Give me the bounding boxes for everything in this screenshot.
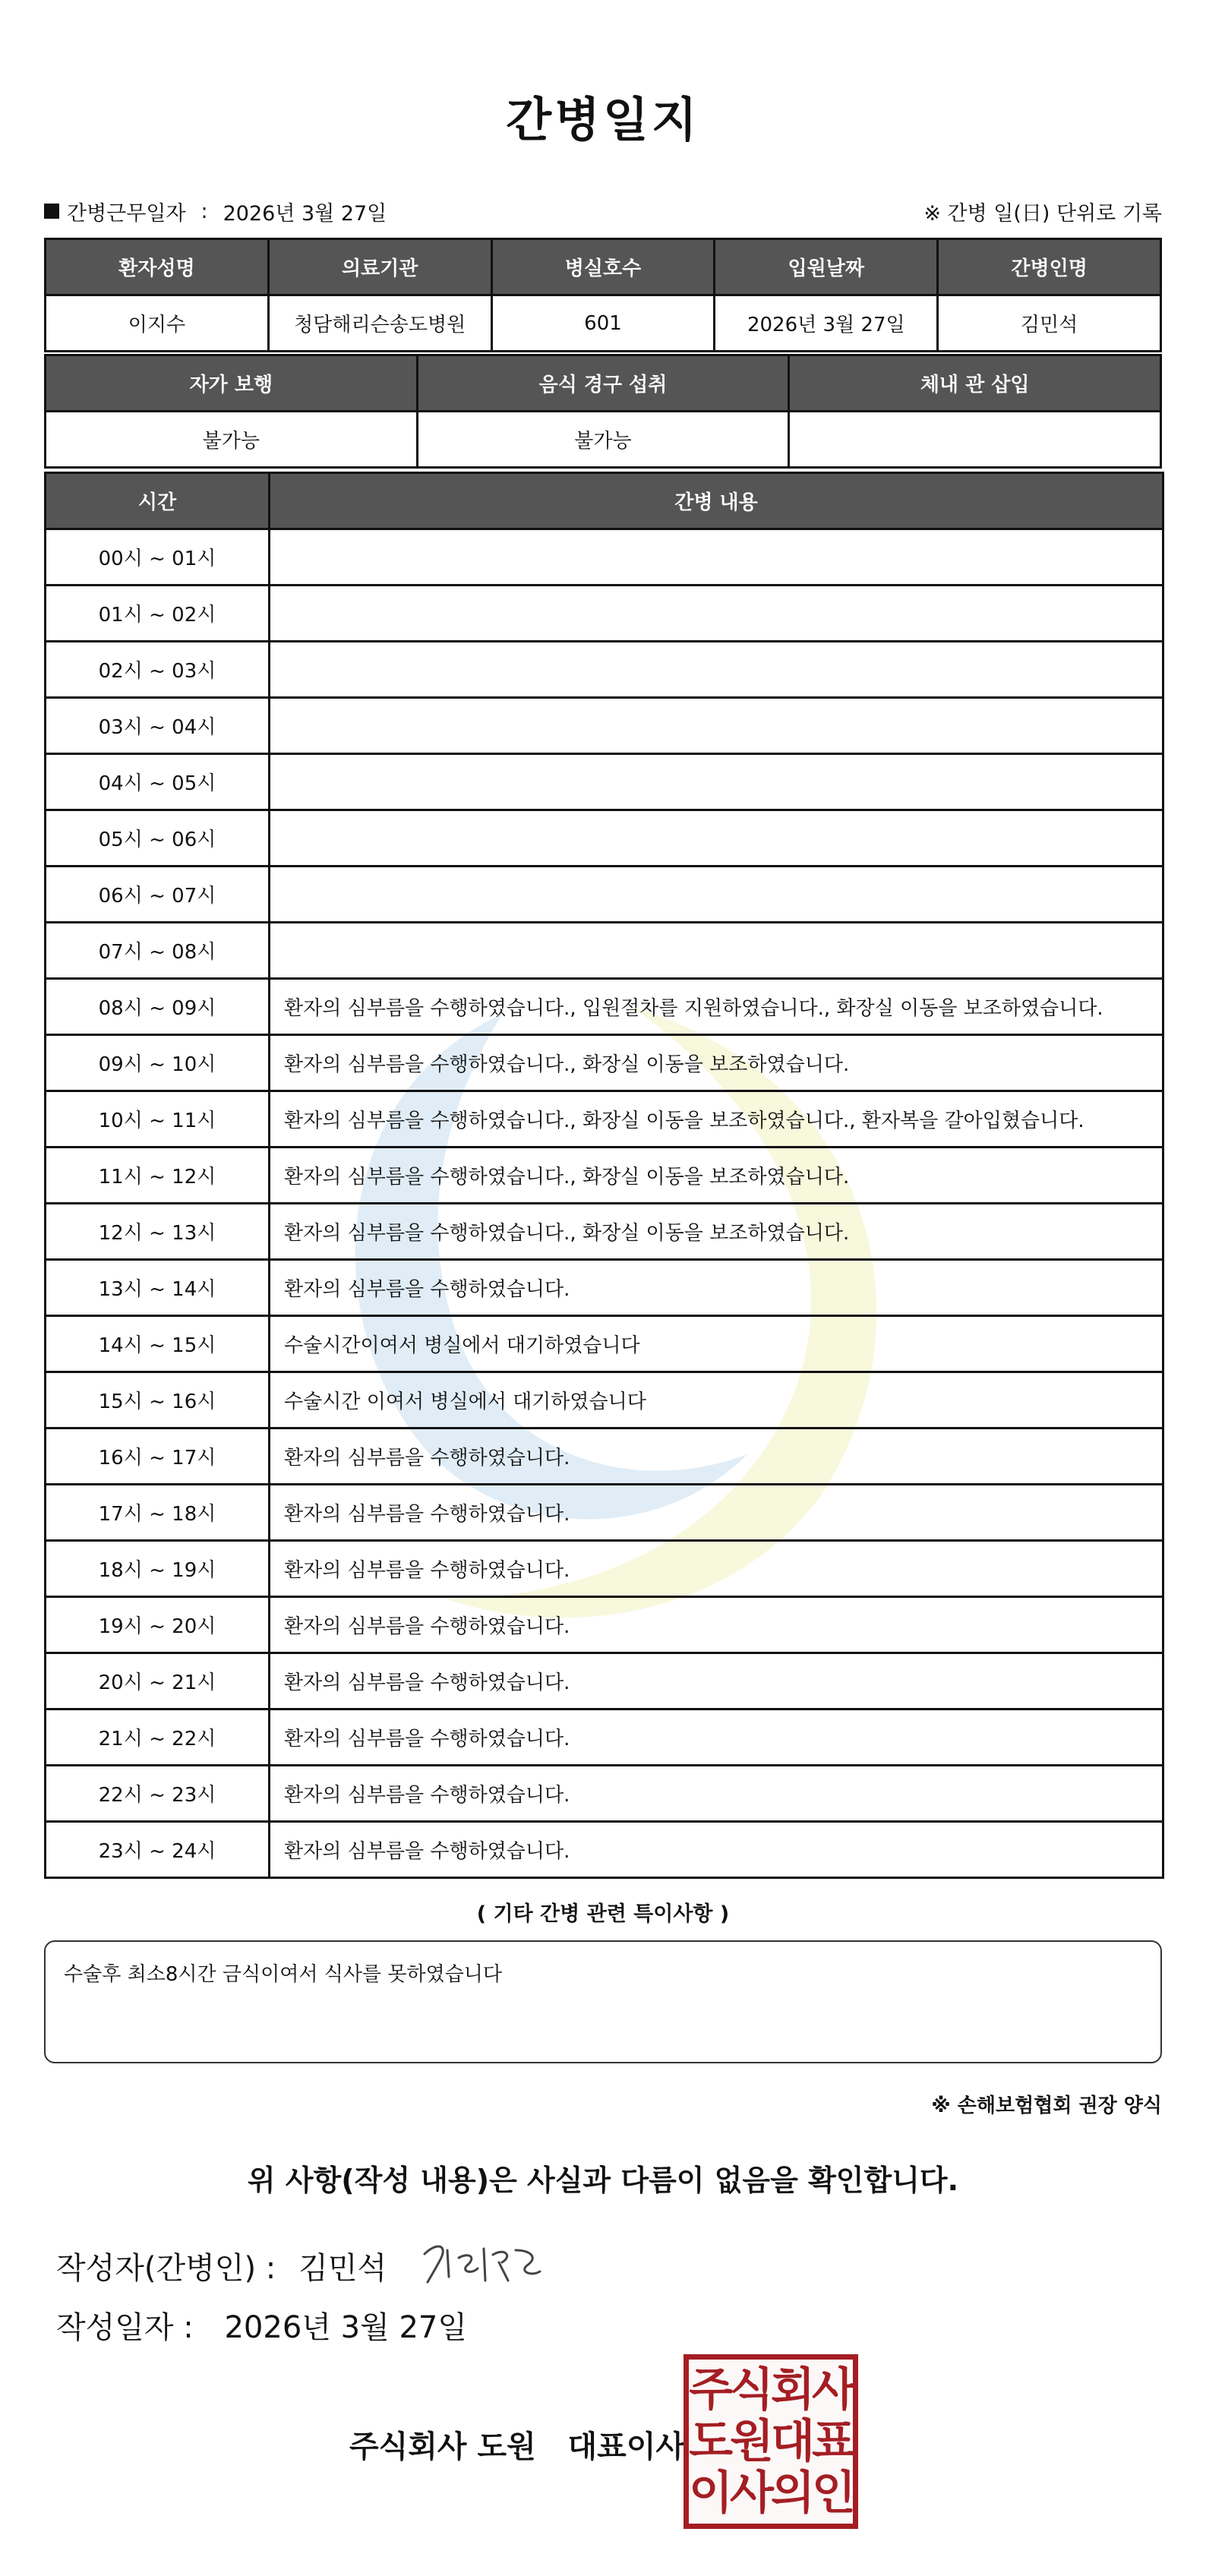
care-log-time: 14시 ~ 15시 — [46, 1316, 270, 1372]
care-log-row — [46, 1260, 1163, 1316]
patient-status-table — [44, 354, 1162, 469]
seal-line: 이사의인 — [689, 2467, 853, 2520]
care-log-content: 환자의 심부름을 수행하였습니다., 화장실 이동을 보조하였습니다. — [270, 1148, 1163, 1204]
meta-row — [44, 196, 1162, 226]
care-log-body — [46, 529, 1163, 1878]
patient-info-value-row — [46, 295, 1161, 352]
patient-info-table — [44, 238, 1162, 352]
care-log-time: 09시 ~ 10시 — [46, 1035, 270, 1091]
care-log-time: 01시 ~ 02시 — [46, 586, 270, 642]
care-log-content: 수술시간 이여서 병실에서 대기하였습니다 — [270, 1372, 1163, 1428]
square-bullet-icon — [44, 204, 59, 219]
care-log-row — [46, 1822, 1163, 1878]
work-date — [44, 197, 387, 226]
recommended-form-note: ※ 손해보험협회 권장 양식 — [931, 2095, 1162, 2117]
care-log-time: 23시 ~ 24시 — [46, 1822, 270, 1878]
care-log-content: 환자의 심부름을 수행하였습니다., 화장실 이동을 보조하였습니다., 환자복을 갈아입혔습니다. — [270, 1091, 1163, 1148]
care-log-time: 16시 ~ 17시 — [46, 1428, 270, 1485]
care-log-row — [46, 754, 1163, 810]
care-log-table — [44, 472, 1164, 1879]
care-log-row — [46, 1766, 1163, 1822]
patient-status-header-row — [46, 355, 1161, 412]
care-log-time: 19시 ~ 20시 — [46, 1597, 270, 1653]
care-log-content — [270, 810, 1163, 867]
header-self-walking: 자가 보행 — [46, 355, 418, 412]
care-log-content — [270, 754, 1163, 810]
care-log-time: 21시 ~ 22시 — [46, 1709, 270, 1766]
care-log-time: 02시 ~ 03시 — [46, 642, 270, 698]
care-log-row — [46, 1541, 1163, 1597]
work-date-separator: : — [200, 199, 208, 223]
header-care-content: 간병 내용 — [270, 473, 1163, 529]
care-log-time: 17시 ~ 18시 — [46, 1485, 270, 1541]
care-log-content: 환자의 심부름을 수행하였습니다. — [270, 1822, 1163, 1878]
care-log-row — [46, 642, 1163, 698]
header-caregiver-name: 간병인명 — [938, 239, 1161, 295]
care-log-time: 04시 ~ 05시 — [46, 754, 270, 810]
work-date-label: 간병근무일자 — [67, 201, 186, 226]
special-notes-title: ( 기타 간병 관련 특이사항 ) — [476, 1902, 730, 1926]
care-log-content: 환자의 심부름을 수행하였습니다. — [270, 1428, 1163, 1485]
care-log-row — [46, 1372, 1163, 1428]
care-log-time: 22시 ~ 23시 — [46, 1766, 270, 1822]
care-log-time: 03시 ~ 04시 — [46, 698, 270, 754]
care-log-row — [46, 698, 1163, 754]
room-number: 601 — [491, 295, 715, 352]
care-log-content: 수술시간이여서 병실에서 대기하였습니다 — [270, 1316, 1163, 1372]
care-log-content: 환자의 심부름을 수행하였습니다. — [270, 1541, 1163, 1597]
tube-insertion-value — [789, 412, 1161, 468]
care-log-content: 환자의 심부름을 수행하였습니다. — [270, 1709, 1163, 1766]
care-log-content: 환자의 심부름을 수행하였습니다. — [270, 1766, 1163, 1822]
written-date-row — [56, 2303, 467, 2347]
care-log-content — [270, 923, 1163, 979]
care-log-row — [46, 1091, 1163, 1148]
header-admission-date: 입원날짜 — [715, 239, 938, 295]
care-log-content — [270, 698, 1163, 754]
care-log-row — [46, 867, 1163, 923]
patient-status-value-row — [46, 412, 1161, 468]
writer-name: 김민석 — [298, 2250, 387, 2286]
work-date-value: 2026년 3월 27일 — [223, 201, 387, 226]
care-log-row — [46, 1597, 1163, 1653]
writer-label: 작성자(간병인) : — [56, 2250, 276, 2286]
care-log-content: 환자의 심부름을 수행하였습니다., 화장실 이동을 보조하였습니다. — [270, 1035, 1163, 1091]
oral-intake-value: 불가능 — [417, 412, 789, 468]
care-log-row — [46, 1485, 1163, 1541]
care-log-row — [46, 979, 1163, 1035]
care-log-row — [46, 923, 1163, 979]
care-log-time: 12시 ~ 13시 — [46, 1204, 270, 1260]
signature-image — [417, 2235, 546, 2296]
page-title: 간병일지 — [506, 92, 700, 147]
care-log-row — [46, 810, 1163, 867]
care-log-header-row — [46, 473, 1163, 529]
written-date-value: 2026년 3월 27일 — [224, 2310, 467, 2345]
care-log-content: 환자의 심부름을 수행하였습니다., 입원절차를 지원하였습니다., 화장실 이동을 보조하였습니다. — [270, 979, 1163, 1035]
care-log-time: 07시 ~ 08시 — [46, 923, 270, 979]
seal-line: 도원대표 — [689, 2415, 853, 2468]
care-log-row — [46, 1204, 1163, 1260]
care-log-time: 15시 ~ 16시 — [46, 1372, 270, 1428]
care-log-time: 05시 ~ 06시 — [46, 810, 270, 867]
care-log-time: 06시 ~ 07시 — [46, 867, 270, 923]
seal-line: 주식회사 — [689, 2363, 853, 2417]
care-log-row — [46, 529, 1163, 586]
header-time: 시간 — [46, 473, 270, 529]
company-representative: 주식회사 도원 대표이사 — [349, 2429, 686, 2464]
care-log-time: 10시 ~ 11시 — [46, 1091, 270, 1148]
header-tube-insertion: 체내 관 삽입 — [789, 355, 1161, 412]
care-log-time: 08시 ~ 09시 — [46, 979, 270, 1035]
header-room-number: 병실호수 — [491, 239, 715, 295]
care-log-content — [270, 586, 1163, 642]
header-patient-name: 환자성명 — [46, 239, 269, 295]
written-date-label: 작성일자 : — [56, 2310, 194, 2345]
header-hospital: 의료기관 — [268, 239, 491, 295]
care-log-content: 환자의 심부름을 수행하였습니다. — [270, 1597, 1163, 1653]
care-log-content: 환자의 심부름을 수행하였습니다. — [270, 1653, 1163, 1709]
record-unit-note: ※ 간병 일(日) 단위로 기록 — [923, 201, 1162, 226]
care-log-time: 20시 ~ 21시 — [46, 1653, 270, 1709]
care-log-content — [270, 642, 1163, 698]
care-log-content — [270, 867, 1163, 923]
care-log-time: 13시 ~ 14시 — [46, 1260, 270, 1316]
care-log-content — [270, 529, 1163, 586]
self-walking-value: 불가능 — [46, 412, 418, 468]
confirmation-statement: 위 사항(작성 내용)은 사실과 다름이 없음을 확인합니다. — [247, 2164, 959, 2197]
patient-info-header-row — [46, 239, 1161, 295]
admission-date: 2026년 3월 27일 — [715, 295, 938, 352]
care-log-row — [46, 1709, 1163, 1766]
care-log-content: 환자의 심부름을 수행하였습니다., 화장실 이동을 보조하였습니다. — [270, 1204, 1163, 1260]
special-notes-content: 수술후 최소8시간 금식이여서 식사를 못하였습니다 — [64, 1963, 503, 1986]
hospital-name: 청담해리슨송도병원 — [268, 295, 491, 352]
caregiver-name: 김민석 — [938, 295, 1161, 352]
care-log-row — [46, 1316, 1163, 1372]
care-log-content: 환자의 심부름을 수행하였습니다. — [270, 1485, 1163, 1541]
header-oral-intake: 음식 경구 섭취 — [417, 355, 789, 412]
care-log-row — [46, 586, 1163, 642]
care-log-row — [46, 1035, 1163, 1091]
care-log-row — [46, 1148, 1163, 1204]
care-log-content: 환자의 심부름을 수행하였습니다. — [270, 1260, 1163, 1316]
care-log-time: 11시 ~ 12시 — [46, 1148, 270, 1204]
company-seal-stamp — [684, 2354, 858, 2529]
care-log-row — [46, 1428, 1163, 1485]
special-notes-box — [44, 1940, 1162, 2063]
writer-row — [56, 2235, 546, 2296]
care-log-row — [46, 1653, 1163, 1709]
care-log-time: 18시 ~ 19시 — [46, 1541, 270, 1597]
patient-name: 이지수 — [46, 295, 269, 352]
care-log-time: 00시 ~ 01시 — [46, 529, 270, 586]
